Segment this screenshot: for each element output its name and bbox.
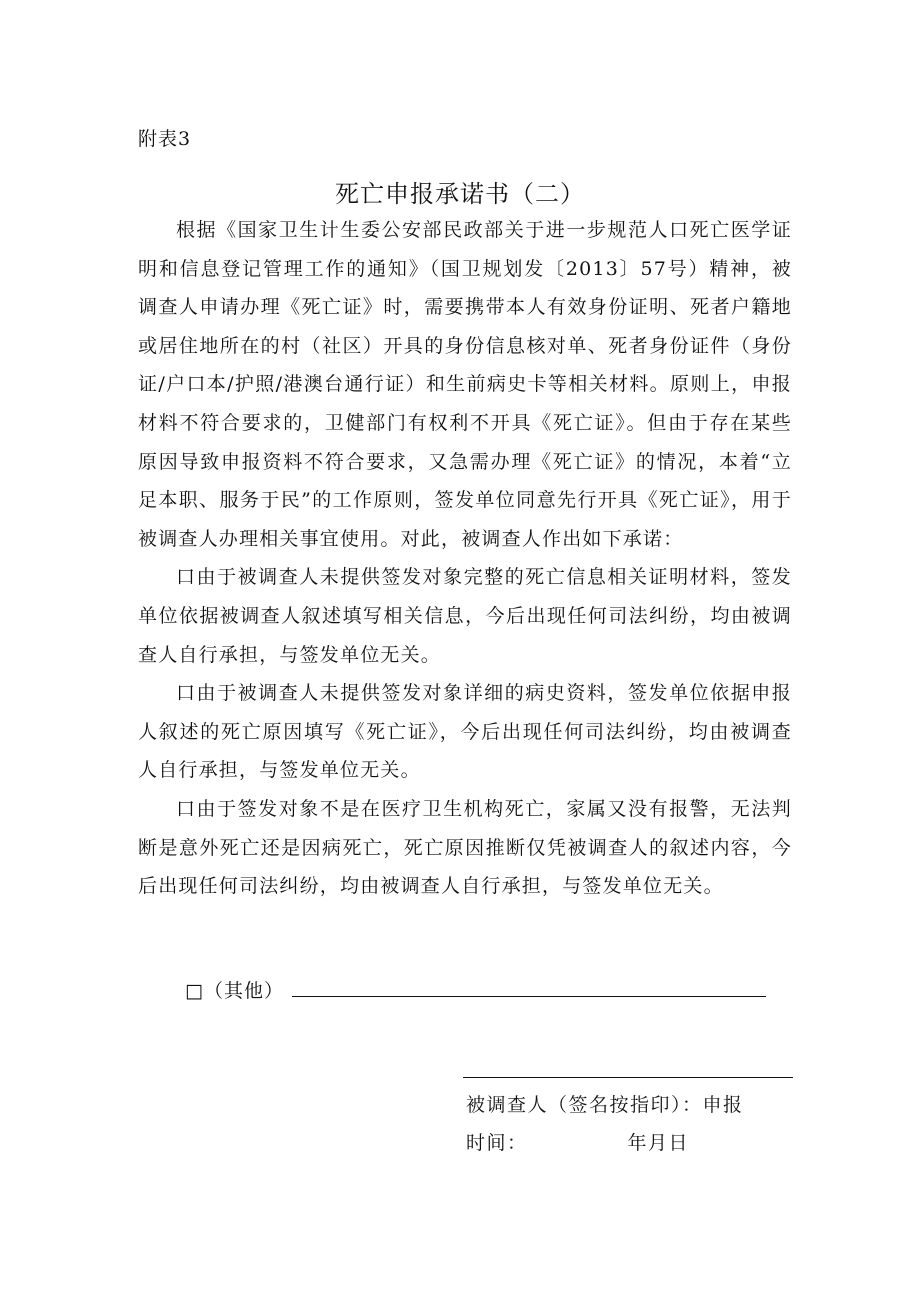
pledge-item-1: 口由于被调查人未提供签发对象完整的死亡信息相关证明材料，签发单位依据被调查人叙述填写相关信息，今后出现任何司法纠纷，均由被调查人自行承担，与签发单位无关。 [138, 566, 792, 666]
pledge-item-2: 口由于被调查人未提供签发对象详细的病史资料，签发单位依据申报人叙述的死亡原因填写《死亡证》，今后出现任何司法纠纷，均由被调查人自行承担，与签发单位无关。 [138, 682, 792, 782]
signature-label: 被调查人（签名按指印）：申报 [466, 1094, 744, 1116]
appendix-label: 附表3 [138, 128, 192, 150]
document-title: 死亡申报承诺书（二） [335, 180, 585, 208]
signature-divider [463, 1077, 793, 1078]
time-row [466, 1124, 776, 1162]
time-label: 时间： [466, 1132, 528, 1154]
other-option [185, 972, 766, 1010]
pledge-item-3: 口由于签发对象不是在医疗卫生机构死亡，家属又没有报警，无法判断是意外死亡还是因病死亡，死亡原因推断仅凭被调查人的叙述内容，今后出现任何司法纠纷，均由被调查人自行承担，与签发单位无关。 [138, 797, 792, 898]
document-body [138, 211, 792, 906]
other-label: （其他） [203, 980, 284, 1002]
date-label: 年月日 [627, 1132, 690, 1154]
other-blank-line[interactable] [292, 974, 766, 997]
intro-paragraph: 根据《国家卫生计生委公安部民政部关于进一步规范人口死亡医学证明和信息登记管理工作的通知》（国卫规划发〔2013〕57号）精神，被调查人申请办理《死亡证》时，需要携带本人有效身份证明、死者户籍地或居住地所在的村（社区）开具的身份信息核对单、死者身份证件（身份证/户口本/护照/港澳台通行证）和生前病史卡等相关材料。原则上，申报材料不符合要求的，卫健部门有权利不开具《死亡证》。但由于存在某些原因导致申报资料不符合要求，又急需办理《死亡证》的情况，本着“立足本职、服务于民”的工作原则，签发单位同意先行开具《死亡证》，用于被调查人办理相关事宜使用。对此，被调查人作出如下承诺： [138, 219, 792, 550]
signature-block [466, 1086, 776, 1162]
other-checkbox[interactable]: □ [185, 980, 204, 1002]
